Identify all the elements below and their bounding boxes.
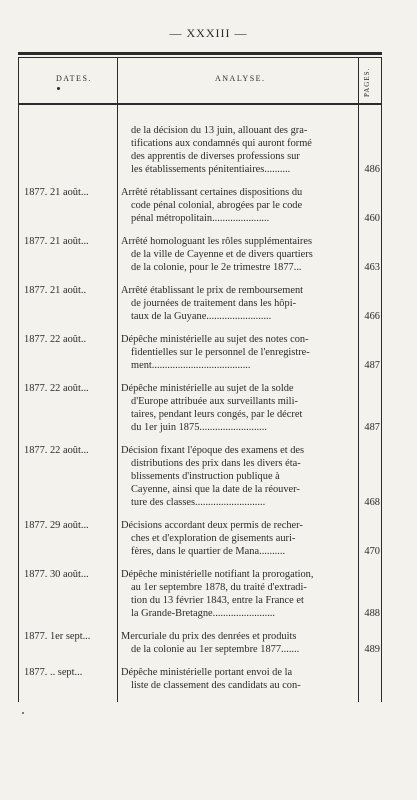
entry-date: 1877. 1er sept... <box>24 631 91 642</box>
analyse-line: pénal métropolitain...................... <box>131 213 270 224</box>
entry-analyse <box>121 284 357 323</box>
entry-page-number: 489 <box>364 644 380 655</box>
top-rule <box>18 52 382 55</box>
analyse-line: de journées de traitement dans les hôpi- <box>131 298 297 309</box>
entry-page-number: 463 <box>364 262 380 273</box>
entry-analyse <box>121 444 357 509</box>
analyse-line: fères, dans le quartier de Mana.......... <box>131 546 286 557</box>
analyse-line: code pénal colonial, abrogées par le code <box>131 200 303 211</box>
entry-page-number: 468 <box>364 497 380 508</box>
entry-date: 1877. 30 août... <box>24 569 89 580</box>
analyse-line: liste de classement des candidats au con- <box>131 680 301 691</box>
left-border <box>18 57 19 702</box>
analyse-line: Décisions accordant deux permis de recher- <box>121 520 303 531</box>
entry-page-number: 487 <box>364 360 380 371</box>
entry-page-number: 488 <box>364 608 380 619</box>
analyse-line: tion du 13 février 1843, entre la France et <box>131 595 304 606</box>
entry-analyse <box>121 333 357 372</box>
analyse-line: les établissements pénitentiaires.......... <box>131 164 291 175</box>
entry-analyse <box>121 666 357 692</box>
entry-date: 1877. .. sept... <box>24 667 83 678</box>
analyse-line: ches et d'exploration de gisements auri- <box>131 533 296 544</box>
analyse-line: Décision fixant l'époque des examens et des <box>121 445 305 456</box>
entry-analyse <box>121 630 357 656</box>
analyse-line: Dépêche ministérielle au sujet des notes con- <box>121 334 309 345</box>
entry-date: 1877. 21 août... <box>24 187 89 198</box>
analyse-line: distributions des prix dans les divers éta- <box>131 458 301 469</box>
entry-analyse <box>121 186 357 225</box>
entry-page-number: 460 <box>364 213 380 224</box>
top-rule-thin <box>18 57 382 58</box>
entry-page-number: 486 <box>364 164 380 175</box>
pages-column-divider <box>358 57 359 702</box>
entry-analyse <box>121 519 357 558</box>
entry-analyse <box>121 235 357 274</box>
entry-date: 1877. 21 août.. <box>24 285 87 296</box>
page-mark <box>22 712 24 714</box>
entry-date: 1877. 22 août... <box>24 445 89 456</box>
analyse-line: ment...................................... <box>131 360 251 371</box>
analyse-line: Arrêté établissant le prix de remboursement <box>121 285 304 296</box>
analyse-line: Mercuriale du prix des denrées et produits <box>121 631 297 642</box>
header-rule <box>18 103 382 105</box>
analyse-line: au 1er septembre 1878, du traité d'extradi- <box>131 582 307 593</box>
entry-date: 1877. 29 août... <box>24 520 89 531</box>
analyse-line: de la colonie, pour le 2e trimestre 1877... <box>131 262 302 273</box>
entry-analyse <box>121 568 357 620</box>
analyse-line: taux de la Guyane......................... <box>131 311 272 322</box>
analyse-line: Dépêche ministérielle portant envoi de la <box>121 667 293 678</box>
analyse-line: Arrêté homologuant les rôles supplémentaires <box>121 236 313 247</box>
header-dot <box>57 87 60 90</box>
analyse-line: Dépêche ministérielle au sujet de la solde <box>121 383 294 394</box>
analyse-line: de la ville de Cayenne et de divers quartiers <box>131 249 313 260</box>
pages-column-header: PAGES. <box>363 67 371 97</box>
analyse-column-header: ANALYSE. <box>215 74 266 83</box>
page-header: — XXXIII — <box>169 26 248 40</box>
analyse-line: blissements d'instruction publique à <box>131 471 280 482</box>
analyse-line: tifications aux condamnés qui auront formé <box>131 138 312 149</box>
right-border <box>381 57 382 702</box>
entry-page-number: 466 <box>364 311 380 322</box>
analyse-line: taires, pendant leurs congés, par le décret <box>131 409 303 420</box>
analyse-line: de la colonie au 1er septembre 1877....... <box>131 644 300 655</box>
entry-analyse <box>121 382 357 434</box>
entry-page-number: 470 <box>364 546 380 557</box>
analyse-line: Cayenne, ainsi que la date de la réouver- <box>131 484 300 495</box>
dates-column-header: DATES. <box>56 74 92 83</box>
analyse-line: du 1er juin 1875.......................... <box>131 422 267 433</box>
entry-page-number: 487 <box>364 422 380 433</box>
index-table <box>18 52 382 702</box>
analyse-line: la Grande-Bretagne........................ <box>131 608 275 619</box>
analyse-line: d'Europe attribuée aux surveillants mili- <box>131 396 298 407</box>
entry-date: 1877. 22 août... <box>24 383 89 394</box>
analyse-line: de la décision du 13 juin, allouant des gra- <box>131 125 308 136</box>
dates-column-divider <box>117 57 118 702</box>
analyse-line: Arrêté rétablissant certaines dispositions du <box>121 187 303 198</box>
analyse-line: ture des classes........................... <box>131 497 266 508</box>
entry-analyse <box>121 124 357 176</box>
entry-date: 1877. 21 août... <box>24 236 89 247</box>
analyse-line: Dépêche ministérielle notifiant la prorogation, <box>121 569 314 580</box>
entry-date: 1877. 22 août.. <box>24 334 87 345</box>
analyse-line: fidentielles sur le personnel de l'enregistre- <box>131 347 310 358</box>
analyse-line: des apprentis de diverses professions sur <box>131 151 300 162</box>
